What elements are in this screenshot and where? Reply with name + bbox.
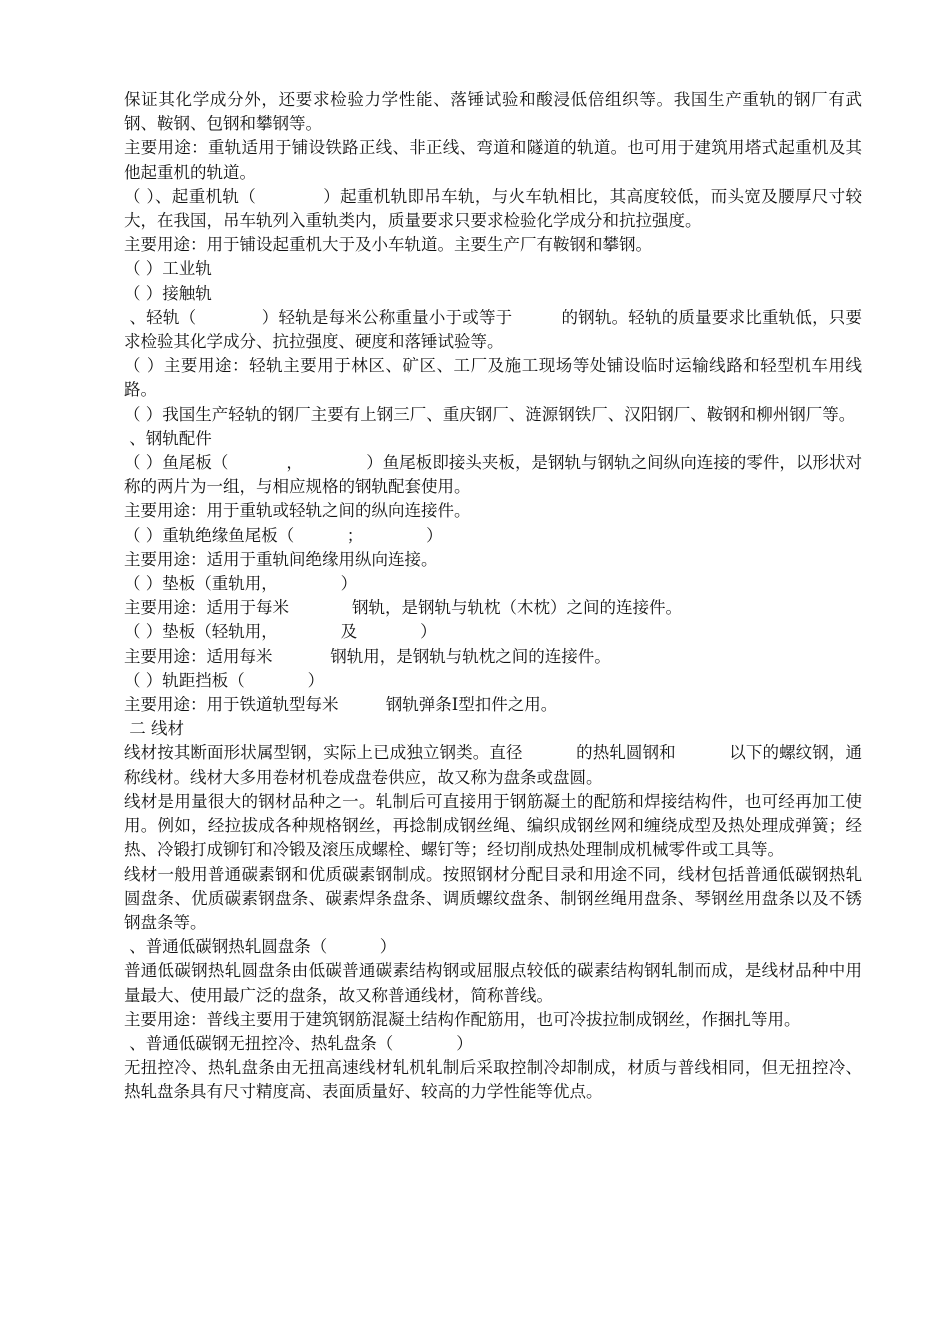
paragraph-wire-rod-applications: 线材是用量很大的钢材品种之一。轧制后可直接用于钢筋凝土的配筋和焊接结构件，也可经再加工使用。例如，经拉拔成各种规格钢丝，再捻制成钢丝绳、编织成钢丝网和缠绕成型及热处理成弹簧；经热、冷锻打成铆钉和冷锻及滚压成螺栓、螺钉等；经切削成热处理制成机械零件或工具等。 [124,791,862,860]
heading-industrial-rail: （ ）工业轨 [124,259,212,279]
heading-contact-rail: （ ）接触轨 [124,283,212,303]
heading-rail-accessories: 、钢轨配件 [124,428,212,448]
paragraph-low-carbon-hot-rolled-coil: 普通低碳钢热轧圆盘条由低碳普通碳素结构钢或屈服点较低的碳素结构钢轧制而成，是线材品种中用量最大、使用最广泛的盘条，故又称普通线材，简称普线。 [124,961,862,1005]
paragraph-heavy-rail-inspection: 保证其化学成分外，还要求检验力学性能、落锤试验和酸浸低倍组织等。我国生产重轨的钢厂有武钢、鞍钢、包钢和攀钢等。 [124,90,862,134]
paragraph-crane-rail-usage: 主要用途：用于铺设起重机大于及小车轨道。主要生产厂有鞍钢和攀钢。 [124,235,652,255]
paragraph-wire-rod-definition: 线材按其断面形状属型钢，实际上已成独立钢类。直径 的热轧圆钢和 以下的螺纹钢，通称线材。线材大多用卷材机卷成盘卷供应，故又称为盘条或盘圆。 [124,743,862,787]
heading-tie-plate-light: （ ）垫板（轻轨用， 及 ） [124,622,437,642]
section-heading-wire-rod: 二 线材 [124,719,184,739]
paragraph-fishplate-usage: 主要用途：用于重轨或轻轨之间的纵向连接件。 [124,501,471,521]
paragraph-heavy-rail-usage: 主要用途：重轨适用于铺设铁路正线、非正线、弯道和隧道的轨道。也可用于建筑用塔式起重机及其他起重机的轨道。 [124,138,862,182]
paragraph-gauge-plate-usage: 主要用途：用于铁道轨型每米 钢轨弹条Ⅰ型扣件之用。 [124,695,558,715]
paragraph-wire-rod-materials: 线材一般用普通碳素钢和优质碳素钢制成。按照钢材分配目录和用途不同，线材包括普通低碳钢热轧圆盘条、优质碳素钢盘条、碳素焊条盘条、调质螺纹盘条、制钢丝绳用盘条、琴钢丝用盘条以及不锈钢盘条等。 [124,864,862,932]
paragraph-light-rail: 、轻轨（ ）轻轨是每米公称重量小于或等于 的钢轨。轻轨的质量要求比重轨低，只要求检验其化学成分、抗拉强度、硬度和落锤试验等。 [124,307,862,352]
paragraph-crane-rail: （ ）、起重机轨（ ）起重机轨即吊车轨，与火车轨相比，其高度较低，而头宽及腰厚尺寸较大，在我国，吊车轨列入重轨类内，质量要求只要求检验化学成分和抗拉强度。 [124,186,862,231]
heading-controlled-cooling-coil: 、普通低碳钢无扭控冷、热轧盘条（ ） [124,1033,473,1053]
heading-tie-plate-heavy: （ ）垫板（重轨用， ） [124,574,358,594]
paragraph-light-rail-producers: （ ）我国生产轻轨的钢厂主要有上钢三厂、重庆钢厂、涟源钢铁厂、汉阳钢厂、鞍钢和柳州钢厂等。 [124,404,856,424]
paragraph-fishplate: （ ）鱼尾板（ ， ）鱼尾板即接头夹板，是钢轨与钢轨之间纵向连接的零件，以形状对称的两片为一组，与相应规格的钢轨配套使用。 [124,453,862,497]
paragraph-controlled-cooling-coil: 无扭控冷、热轧盘条由无扭高速线材轧机轧制后采取控制冷却制成，材质与普线相同，但无扭控冷、热轧盘条具有尺寸精度高、表面质量好、较高的力学性能等优点。 [124,1058,862,1102]
heading-low-carbon-hot-rolled-coil: 、普通低碳钢热轧圆盘条（ ） [124,937,397,957]
paragraph-tie-plate-light-usage: 主要用途：适用每米 钢轨用，是钢轨与轨枕之间的连接件。 [124,646,611,666]
paragraph-tie-plate-heavy-usage: 主要用途：适用于每米 钢轨，是钢轨与轨枕（木枕）之间的连接件。 [124,598,682,618]
heading-gauge-plate: （ ）轨距挡板（ ） [124,670,325,690]
paragraph-low-carbon-usage: 主要用途：普线主要用于建筑钢筋混凝土结构作配筋用，也可冷拔拉制成钢丝，作捆扎等用。 [124,1009,801,1029]
heading-insulated-fishplate: （ ）重轨绝缘鱼尾板（ ； ） [124,525,443,545]
paragraph-light-rail-usage: （ ）主要用途：轻轨主要用于林区、矿区、工厂及施工现场等处铺设临时运输线路和轻型机车用线路。 [124,356,862,400]
paragraph-insulated-fishplate-usage: 主要用途：适用于重轨间绝缘用纵向连接。 [124,549,438,569]
document-page [124,88,862,1105]
